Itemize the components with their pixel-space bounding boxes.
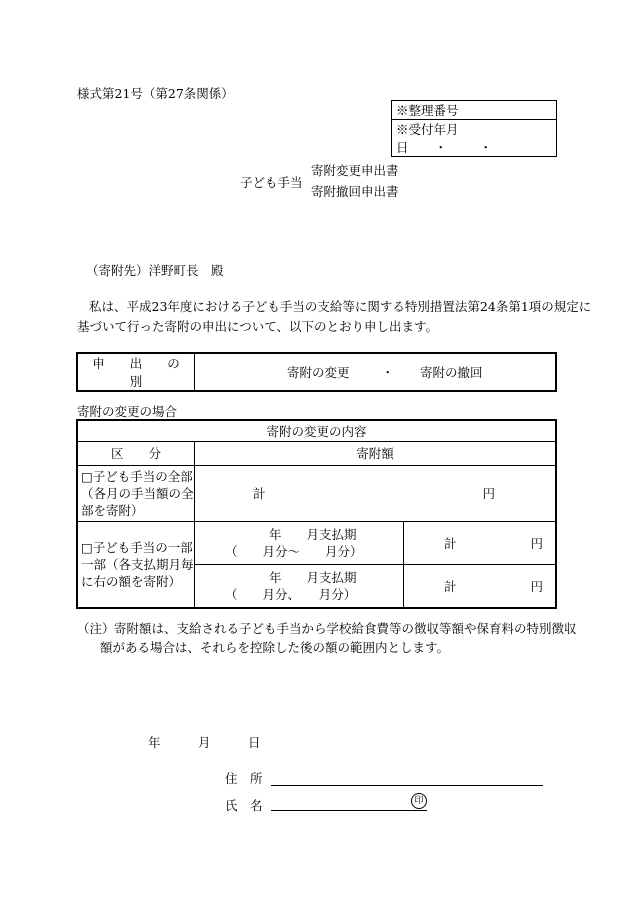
note-line-2: 額がある場合は、それらを控除した後の額の範囲内とします。: [100, 640, 450, 655]
row-full-yen: 円: [482, 486, 496, 501]
seal-mark: 印: [411, 793, 427, 809]
option-withdraw[interactable]: 寄附の撤回: [420, 365, 483, 380]
request-type-table: [76, 352, 557, 392]
change-table: [76, 419, 557, 609]
addressee: （寄附先）洋野町長 殿: [86, 263, 224, 278]
address-label: 住 所: [225, 771, 263, 786]
amount-b-yen: 円: [530, 578, 544, 594]
row-full-line2: （各月の手当額の全: [81, 485, 194, 501]
note-line-1: 寄附額は、支給される子ども手当から学校給食費等の徴収等額や保育料の特別徴収: [114, 621, 577, 636]
row-full-category: [77, 465, 195, 521]
row-partial-line2: 一部（各支払期月毎: [81, 556, 194, 572]
note-label: （注）: [77, 621, 115, 636]
date-line: 年 月 日: [148, 735, 261, 750]
name-label: 氏 名: [225, 798, 263, 813]
row-partial-amount-a[interactable]: [404, 521, 557, 564]
body-line-2: 基づいて行った寄附の申出について、以下のとおり申し出ます。: [77, 319, 439, 334]
row-partial-line3: に右の額を寄附）: [81, 573, 182, 589]
office-use-box: [391, 100, 557, 157]
received-date-label: ※受付年月日: [396, 122, 459, 155]
row-full-line3: 部を寄附）: [81, 502, 144, 518]
amount-a-yen: 円: [530, 535, 544, 551]
row-partial-category: [77, 521, 195, 608]
title-withdraw: 寄附撤回申出書: [311, 184, 399, 199]
change-table-header: 寄附の変更の内容: [77, 420, 556, 441]
received-date-dots: ・ ・: [434, 140, 503, 155]
reference-number-label: ※整理番号: [396, 103, 459, 118]
period-a-line1: 年 月支払期: [269, 526, 357, 542]
reference-number-field[interactable]: [392, 101, 557, 120]
row-full-amount[interactable]: [195, 465, 557, 521]
request-type-label: 申 出 の 別: [77, 353, 195, 391]
row-partial-period-b[interactable]: [195, 564, 404, 608]
col-category: 区 分: [77, 441, 195, 465]
period-b-line1: 年 月支払期: [269, 569, 357, 585]
change-section-title: 寄附の変更の場合: [77, 404, 178, 419]
row-full-line1[interactable]: □子ども手当の全部: [81, 468, 193, 484]
title-prefix: 子ども手当: [240, 175, 303, 190]
address-input-line[interactable]: [271, 785, 543, 786]
name-input-line[interactable]: [271, 810, 427, 811]
row-partial-amount-b[interactable]: [404, 564, 557, 608]
col-amount: 寄附額: [195, 441, 557, 465]
form-number: 様式第21号（第27条関係）: [77, 86, 234, 101]
row-partial-period-a[interactable]: [195, 521, 404, 564]
title-change: 寄附変更申出書: [311, 163, 399, 178]
option-change[interactable]: 寄附の変更: [287, 365, 350, 380]
row-full-total-label: 計: [253, 486, 266, 501]
amount-b-total-label: 計: [444, 578, 457, 594]
received-date-field[interactable]: [392, 120, 557, 157]
period-a-line2: （ 月分～ 月分）: [225, 543, 363, 559]
request-type-options: [195, 353, 557, 391]
period-b-line2: （ 月分、 月分）: [225, 586, 357, 602]
body-line-1: 私は、平成23年度における子ども手当の支給等に関する特別措置法第24条第1項の規定に: [89, 299, 592, 314]
option-separator: ・: [381, 365, 395, 380]
amount-a-total-label: 計: [444, 535, 457, 551]
row-partial-line1[interactable]: □子ども手当の一部: [81, 539, 193, 555]
